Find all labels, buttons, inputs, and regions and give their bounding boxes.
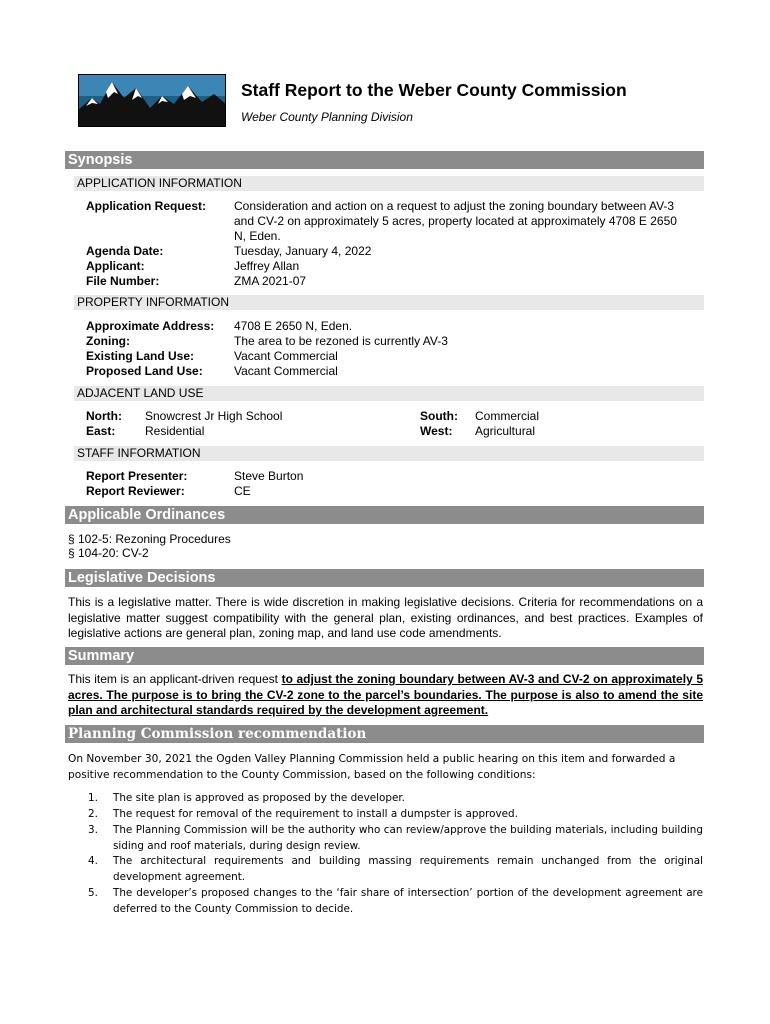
existing-land-use-label: Existing Land Use: — [86, 349, 195, 363]
condition-text: The architectural requirements and building massing requirements remain unchanged from the original development agreement. — [113, 855, 703, 883]
address-value: 4708 E 2650 N, Eden. — [234, 319, 353, 333]
south-label: South: — [420, 409, 458, 423]
ordinance-item: § 102-5: Rezoning Procedures — [68, 532, 231, 546]
applicant-label: Applicant: — [86, 259, 145, 273]
presenter-value: Steve Burton — [234, 469, 304, 483]
east-label: East: — [86, 424, 116, 438]
condition-number: 3. — [88, 824, 98, 836]
east-value: Residential — [145, 424, 205, 438]
proposed-land-use-label: Proposed Land Use: — [86, 364, 203, 378]
condition-text: The request for removal of the requirement to install a dumpster is approved. — [113, 808, 518, 820]
west-label: West: — [420, 424, 453, 438]
condition-number: 5. — [88, 887, 98, 899]
agenda-date-value: Tuesday, January 4, 2022 — [234, 244, 372, 258]
west-value: Agricultural — [475, 424, 536, 438]
application-request-line-2: and CV-2 on approximately 5 acres, property located at approximately 4708 E 2650 — [234, 214, 677, 228]
application-request-line-3: N, Eden. — [234, 229, 281, 243]
reviewer-label: Report Reviewer: — [86, 484, 185, 498]
legislative-text: This is a legislative matter. There is wide discretion in making legislative decisions. Criteria for recommendations on a legislative matter suggest compatibility with the general plan, existing ordinances, and best practices. Examples of legislative actions are general plan, zoning map, and land use code amendments. — [68, 595, 703, 640]
ordinance-item: § 104-20: CV-2 — [68, 546, 149, 560]
application-request-label: Application Request: — [86, 199, 207, 213]
application-request-line-1: Consideration and action on a request to adjust the zoning boundary between AV-3 — [234, 199, 675, 213]
adjacent-land-use-heading: ADJACENT LAND USE — [74, 386, 704, 401]
summary-text-plain: This item is an applicant-driven request — [68, 672, 282, 686]
condition-text: The Planning Commission will be the authority who can review/approve the building materials, including building siding and roof materials, during design review. — [113, 824, 703, 852]
address-label: Approximate Address: — [86, 319, 215, 333]
report-subtitle: Weber County Planning Division — [241, 110, 413, 124]
condition-number: 1. — [88, 792, 98, 804]
property-info-heading: PROPERTY INFORMATION — [74, 295, 704, 310]
planning-intro: On November 30, 2021 the Ogden Valley Planning Commission held a public hearing on this item and forwarded a positive recommendation to the County Commission, based on the following conditions: — [68, 753, 676, 781]
legislative-heading: Legislative Decisions — [65, 569, 704, 587]
planning-heading: Planning Commission recommendation — [65, 725, 704, 743]
condition-number: 4. — [88, 855, 98, 867]
summary-text — [68, 672, 703, 719]
county-logo — [78, 74, 226, 127]
report-title: Staff Report to the Weber County Commission — [241, 80, 627, 100]
zoning-value: The area to be rezoned is currently AV-3 — [234, 334, 448, 348]
file-number-value: ZMA 2021-07 — [234, 274, 307, 288]
staff-info-heading: STAFF INFORMATION — [74, 446, 704, 461]
summary-text-emphasis: to adjust the zoning boundary between AV-3 and CV-2 on approximately 5 acres. The purpose is to bring the CV-2 zone to the parcel’s boundaries. The purpose is also to amend the site plan and architectural standards required by the development agreement. — [68, 672, 703, 717]
application-info-heading: APPLICATION INFORMATION — [74, 176, 704, 191]
ordinances-heading: Applicable Ordinances — [65, 506, 704, 524]
presenter-label: Report Presenter: — [86, 469, 188, 483]
south-value: Commercial — [475, 409, 540, 423]
existing-land-use-value: Vacant Commercial — [234, 349, 338, 363]
zoning-label: Zoning: — [86, 334, 130, 348]
agenda-date-label: Agenda Date: — [86, 244, 164, 258]
summary-heading: Summary — [65, 647, 704, 665]
north-value: Snowcrest Jr High School — [145, 409, 283, 423]
reviewer-value: CE — [234, 484, 251, 498]
file-number-label: File Number: — [86, 274, 160, 288]
condition-number: 2. — [88, 808, 98, 820]
proposed-land-use-value: Vacant Commercial — [234, 364, 338, 378]
condition-text: The site plan is approved as proposed by the developer. — [113, 792, 405, 804]
north-label: North: — [86, 409, 122, 423]
synopsis-heading: Synopsis — [65, 151, 704, 169]
condition-text: The developer’s proposed changes to the ‘fair share of intersection’ portion of the development agreement are deferred to the County Commission to decide. — [113, 887, 703, 915]
applicant-value: Jeffrey Allan — [234, 259, 300, 273]
